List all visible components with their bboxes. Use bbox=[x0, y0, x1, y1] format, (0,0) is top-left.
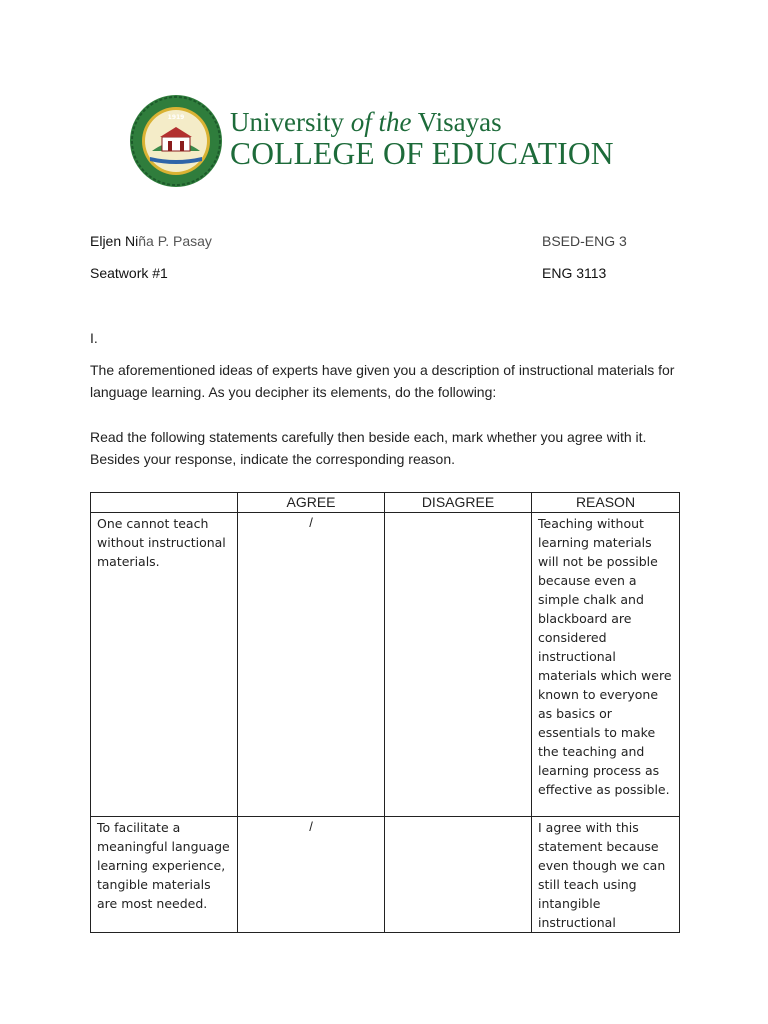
reason-cell: Teaching without learning materials will not be possible because even a simple chalk and blackboard are considered instructional materials which were known to everyone as basics or essentials to make the teaching and learning process as effective as possible. bbox=[532, 513, 680, 817]
section-label: I. bbox=[90, 330, 98, 346]
agree-cell: / bbox=[238, 817, 385, 933]
agree-cell: / bbox=[238, 513, 385, 817]
table-header-row bbox=[91, 493, 680, 513]
statement-cell: One cannot teach without instructional materials. bbox=[91, 513, 238, 817]
activity-label: Seatwork #1 bbox=[90, 265, 168, 281]
header-disagree: DISAGREE bbox=[385, 493, 532, 513]
instruction-paragraph: Read the following statements carefully then beside each, mark whether you agree with it. Besides your response, indicate the corresponding reason. bbox=[90, 429, 647, 467]
disagree-cell bbox=[385, 817, 532, 933]
course-code: ENG 3113 bbox=[542, 265, 607, 281]
agree-disagree-table bbox=[90, 492, 680, 933]
table-row bbox=[91, 817, 680, 933]
table-row bbox=[91, 513, 680, 817]
document-header bbox=[128, 93, 648, 188]
header-statement bbox=[91, 493, 238, 513]
svg-text:1919: 1919 bbox=[167, 114, 185, 121]
header-agree: AGREE bbox=[238, 493, 385, 513]
student-name: Eljen Niña P. Pasay bbox=[90, 233, 212, 249]
disagree-cell bbox=[385, 513, 532, 817]
header-reason: REASON bbox=[532, 493, 680, 513]
college-name: COLLEGE OF EDUCATION bbox=[230, 136, 614, 171]
intro-paragraph: The aforementioned ideas of experts have given you a description of instructional materials for language learning. As you decipher its elements, do the following: bbox=[90, 362, 675, 400]
program-label: BSED-ENG 3 bbox=[542, 233, 627, 249]
header-title-block bbox=[230, 107, 614, 171]
university-name: University of the Visayas bbox=[230, 107, 502, 137]
university-seal-icon bbox=[128, 93, 224, 189]
statement-cell: To facilitate a meaningful language learning experience, tangible materials are most needed. bbox=[91, 817, 238, 933]
reason-cell: I agree with this statement because even though we can still teach using intangible instructional bbox=[532, 817, 680, 933]
